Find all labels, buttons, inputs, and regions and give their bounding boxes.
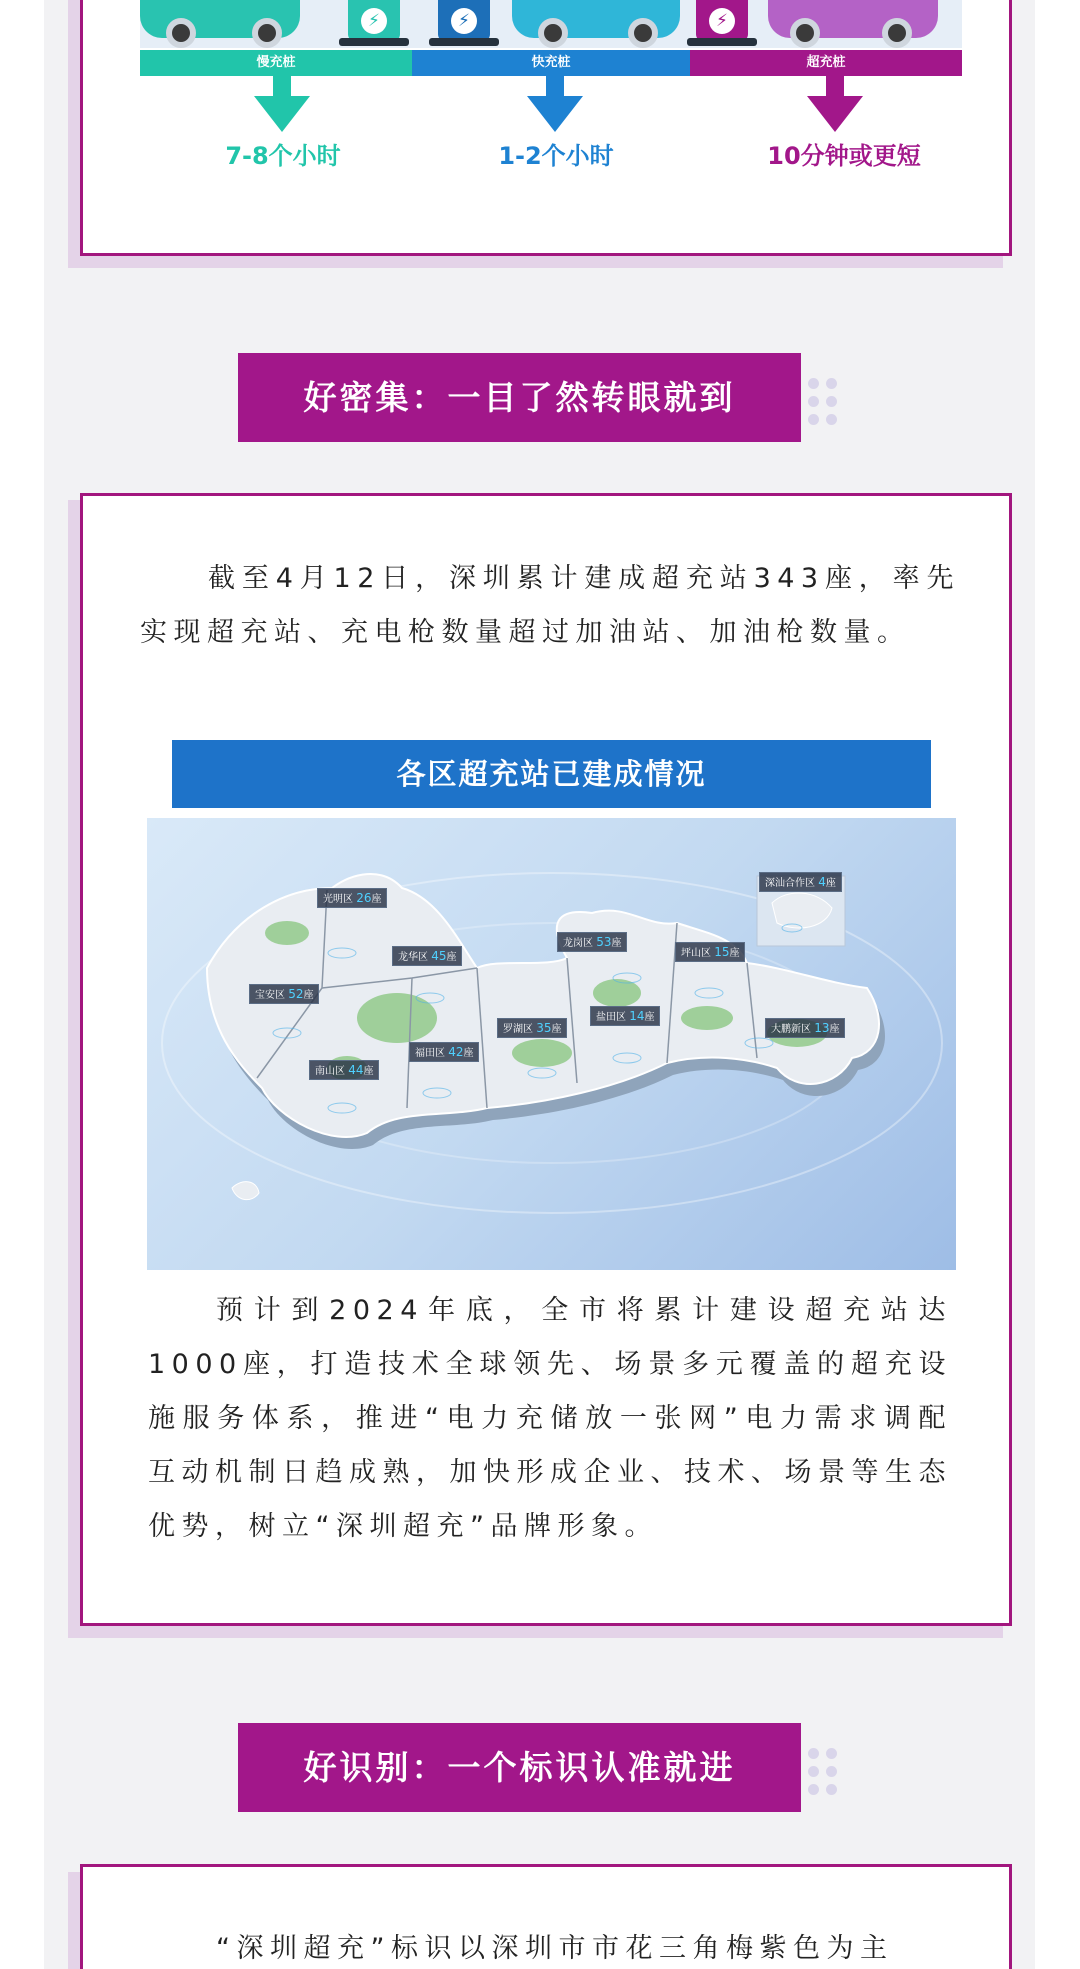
district-label: 福田区 42座: [409, 1042, 479, 1062]
lightning-icon: ⚡: [451, 8, 477, 34]
map-title-banner: 各区超充站已建成情况: [172, 740, 931, 808]
pile-base: [339, 38, 409, 46]
shenzhen-district-map: [147, 818, 956, 1270]
lightning-icon: ⚡: [709, 8, 735, 34]
down-arrow-icon: [546, 76, 564, 96]
density-outro-paragraph: 预计到2024年底，全市将累计建设超充站达1000座，打造技术全球领先、场景多元覆盖的超充设施服务体系，推进“电力充储放一张网”电力需求调配互动机制日趋成熟，加快形成企业、技术、场景等生态优势，树立“深圳超充”品牌形象。: [148, 1295, 952, 1542]
section-title-density: 好密集：一目了然转眼就到: [238, 353, 801, 442]
pile-base: [429, 38, 499, 46]
district-label: 坪山区 15座: [675, 942, 745, 962]
district-label: 罗湖区 35座: [497, 1018, 567, 1038]
identification-intro-paragraph: “深圳超充”标识以深圳市市花三角梅紫色为主: [216, 1933, 894, 1964]
down-arrow-icon: [527, 96, 583, 132]
pile-base: [687, 38, 757, 46]
charging-illustration: [140, 0, 962, 48]
wheel-icon: [538, 18, 568, 48]
fast-charge-time: 1-2个小时: [498, 142, 614, 170]
decorative-dots: [808, 378, 842, 444]
super-charge-time: 10分钟或更短: [767, 142, 921, 170]
slow-charger-label: 慢充桩: [140, 50, 412, 76]
down-arrow-icon: [273, 76, 291, 96]
wheel-icon: [628, 18, 658, 48]
wheel-icon: [252, 18, 282, 48]
district-label: 光明区 26座: [317, 888, 387, 908]
lightning-icon: ⚡: [361, 8, 387, 34]
district-label: 南山区 44座: [309, 1060, 379, 1080]
charging-pile-icon: [438, 0, 490, 42]
decorative-dots: [808, 1748, 842, 1814]
slow-charge-time: 7-8个小时: [225, 142, 341, 170]
district-label: 龙岗区 53座: [557, 932, 627, 952]
down-arrow-icon: [807, 96, 863, 132]
down-arrow-icon: [254, 96, 310, 132]
section-title-identification: 好识别：一个标识认准就进: [238, 1723, 801, 1812]
wheel-icon: [790, 18, 820, 48]
wheel-icon: [882, 18, 912, 48]
district-label: 盐田区 14座: [590, 1006, 660, 1026]
down-arrow-icon: [826, 76, 844, 96]
fast-charger-label: 快充桩: [412, 50, 690, 76]
district-label: 宝安区 52座: [249, 984, 319, 1004]
district-label: 龙华区 45座: [392, 946, 462, 966]
charging-pile-icon: [348, 0, 400, 42]
district-label: 深汕合作区 4座: [759, 872, 842, 892]
super-charger-label: 超充桩: [690, 50, 962, 76]
charging-pile-icon: [696, 0, 748, 42]
density-intro-paragraph: 截至4月12日，深圳累计建成超充站343座，率先实现超充站、充电枪数量超过加油站、加油枪数量。: [140, 563, 960, 648]
wheel-icon: [166, 18, 196, 48]
district-label: 大鹏新区 13座: [765, 1018, 845, 1038]
